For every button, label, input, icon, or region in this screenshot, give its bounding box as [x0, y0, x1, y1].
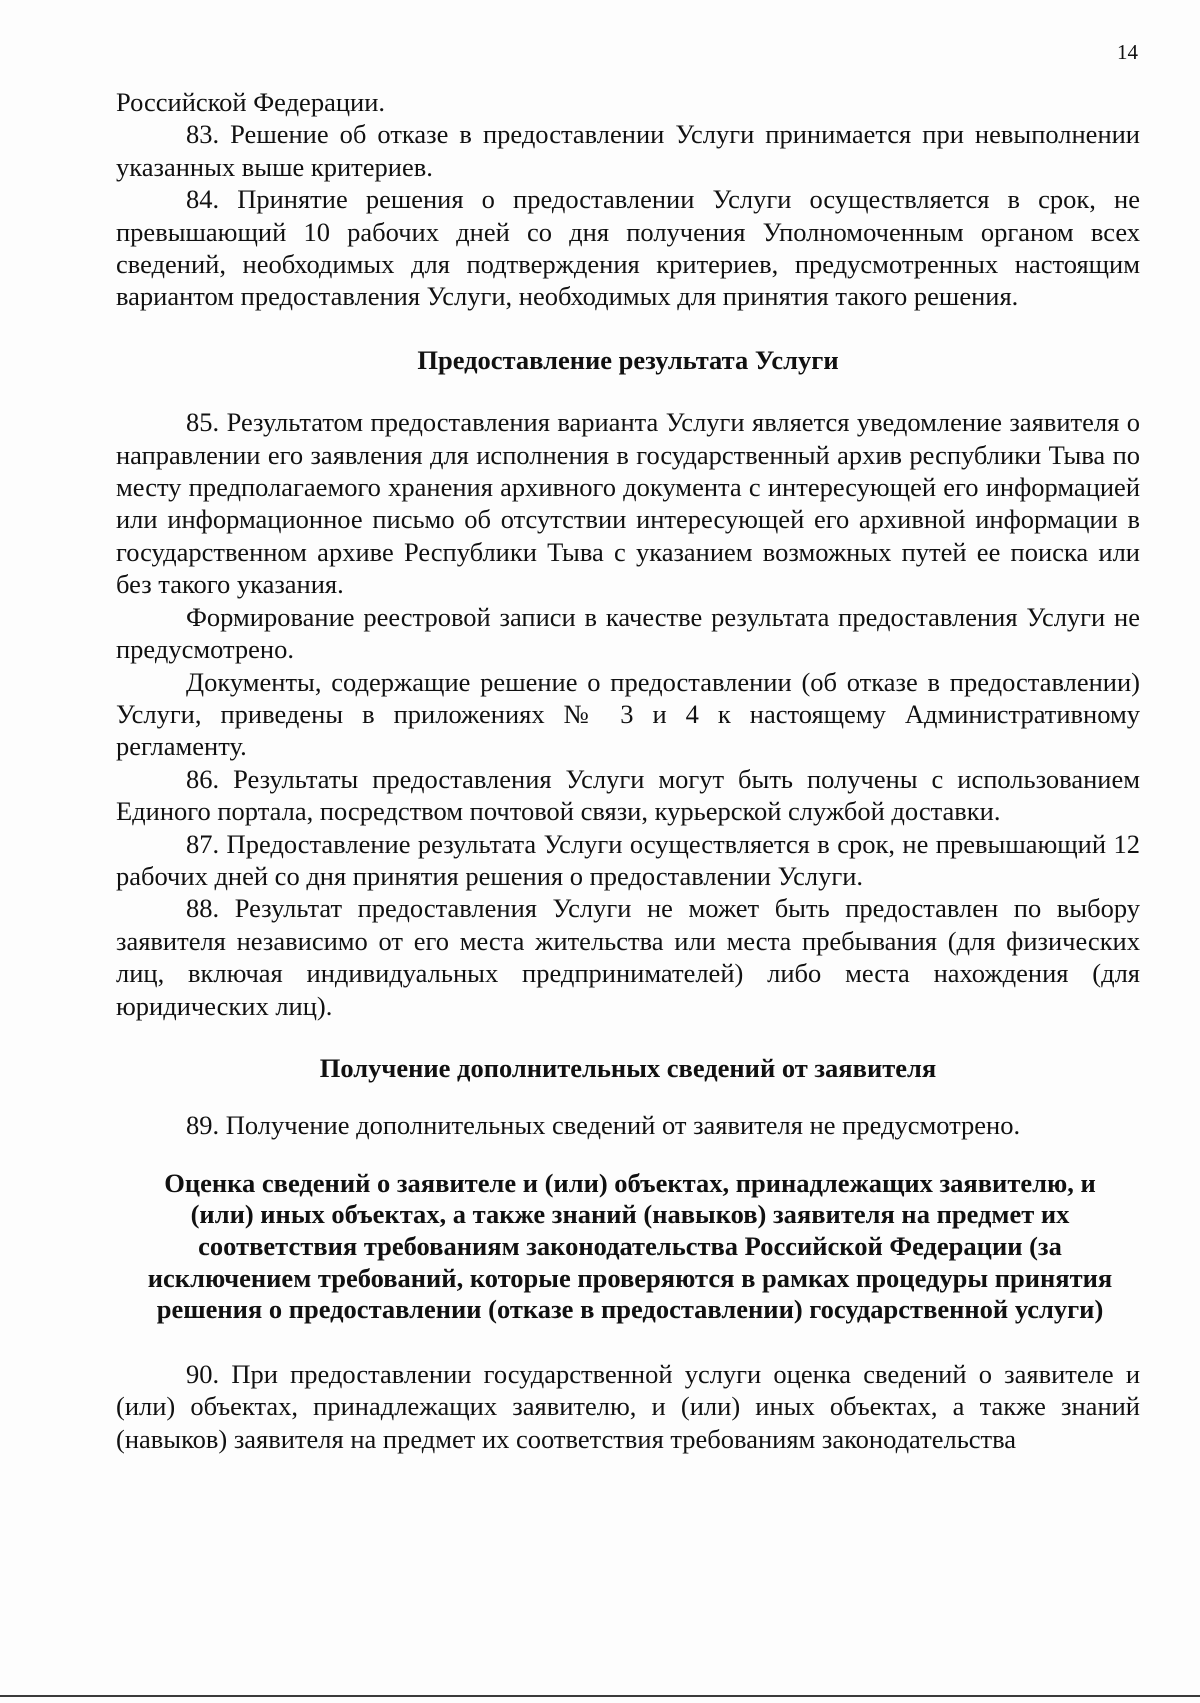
page-number: 14 [1117, 40, 1138, 64]
paragraph-documents: Документы, содержащие решение о предоставлении (об отказе в предоставлении) Услуги, приведены в приложениях № 3 и 4 к настоящему Административному регламенту. [116, 666, 1140, 762]
section-heading-additional-info: Получение дополнительных сведений от заявителя [319, 1052, 937, 1083]
paragraph-83: 83. Решение об отказе в предоставлении Услуги принимается при невыполнении указанных выше критериев. [116, 119, 1140, 182]
paragraph-continuation: Российской Федерации. [116, 87, 385, 117]
paragraph-88: 88. Результат предоставления Услуги не может быть предоставлен по выбору заявителя независимо от его места жительства или места пребывания (для физических лиц, включая индивидуальных предпринимателей) либо места нахождения (для юридических лиц). [116, 893, 1140, 1021]
paragraph-90: 90. При предоставлении государственной услуги оценка сведений о заявителе и (или) объектах, принадлежащих заявителю, и (или) иных объектах, а также знаний (навыков) заявителя на предмет их соответствия требованиям законодательства [116, 1358, 1140, 1454]
paragraph-86: 86. Результаты предоставления Услуги могут быть получены с использованием Единого портала, посредством почтовой связи, курьерской службой доставки. [116, 763, 1140, 827]
paragraph-87: 87. Предоставление результата Услуги осуществляется в срок, не превышающий 12 рабочих дней со дня принятия решения о предоставлении Услуги. [116, 828, 1140, 891]
paragraph-84: 84. Принятие решения о предоставлении Услуги осуществляется в срок, не превышающий 10 рабочих дней со дня получения Уполномоченным органом всех сведений, необходимых для подтверждения критериев, предусмотренных настоящим вариантом предоставления Услуги, необходимых для принятия такого решения. [116, 184, 1140, 312]
document-body [116, 86, 1140, 1455]
paragraph-85: 85. Результатом предоставления варианта Услуги является уведомление заявителя о направлении его заявления для исполнения в государственный архив республики Тыва по месту предполагаемого хранения архивного документа с интересующей его информацией или информационное письмо об отсутствии интересующей его архивной информации в государственном архиве Республики Тыва с указанием возможных путей ее поиска или без такого указания. [116, 407, 1140, 600]
paragraph-89: 89. Получение дополнительных сведений от заявителя не предусмотрено. [186, 1110, 1021, 1141]
section-heading-assessment: Оценка сведений о заявителе и (или) объектах, принадлежащих заявителю, и (или) иных объектах, а также знаний (навыков) заявителя на предмет их соответствия требованиям законодательства Российской Федерации (за исключением требований, которые проверяются в рамках процедуры принятия решения о предоставлении (отказе в предоставлении) государственной услуги) [147, 1167, 1113, 1325]
bottom-edge-line [0, 1695, 1200, 1697]
section-heading-result: Предоставление результата Услуги [417, 344, 839, 375]
paragraph-registry-record: Формирование реестровой записи в качестве результата предоставления Услуги не предусмотрено. [116, 601, 1140, 665]
